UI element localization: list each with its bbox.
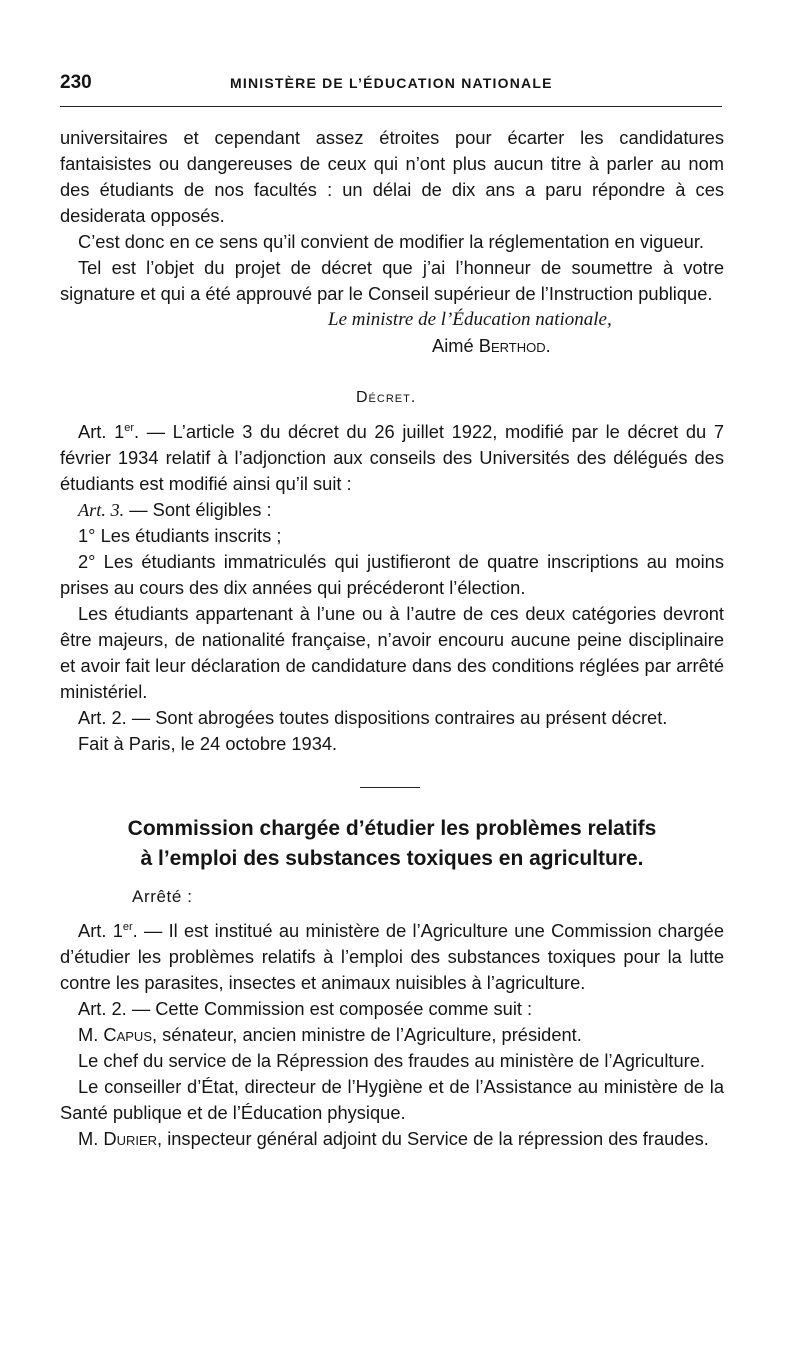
running-title: MINISTÈRE DE L’ÉDUCATION NATIONALE bbox=[230, 75, 553, 91]
section-title-line-2: à l’emploi des substances toxiques en agriculture. bbox=[140, 847, 644, 870]
decret-heading: Décret. bbox=[356, 389, 417, 406]
document-body bbox=[60, 125, 724, 1152]
article-3-label: Art. 3. bbox=[78, 500, 125, 520]
signature-title: Le ministre de l’Éducation nationale, bbox=[328, 309, 612, 330]
paragraph: Les étudiants appartenant à l’une ou à l’autre de ces deux catégories devront être majeurs, de nationalité française, n’avoir encouru aucune peine disciplinaire et avoir fait leur déclaration de candidature dans des conditions réglées par arrêté ministériel. bbox=[60, 603, 724, 702]
member-durier-text: , inspecteur général adjoint du Service de la répression des fraudes. bbox=[157, 1128, 709, 1149]
article-1-lead: Art. 1 bbox=[78, 421, 125, 442]
list-item-2 bbox=[60, 549, 724, 601]
list-item-1-number: 1° bbox=[78, 525, 96, 546]
commission-article-2: Art. 2. — Cette Commission est composée comme suit : bbox=[78, 998, 533, 1019]
member-conseiller: Le conseiller d’État, directeur de l’Hygiène et de l’Assistance au ministère de la Santé publique et de l’Éducation physique. bbox=[60, 1076, 724, 1123]
page-number: 230 bbox=[60, 72, 92, 93]
paragraph: universitaires et cependant assez étroites pour écarter les candidatures fantaisistes ou dangereuses de ceux qui n’ont plus aucun titre à parler au nom des étudiants de nos facultés : un délai de dix ans a paru répondre à ces desiderata opposés. bbox=[60, 127, 724, 226]
section-divider bbox=[360, 787, 420, 788]
commission-article-1-sup: er bbox=[122, 920, 133, 933]
list-item-1-text: Les étudiants inscrits ; bbox=[95, 525, 282, 546]
header-rule bbox=[60, 106, 722, 107]
paragraph: C’est donc en ce sens qu’il convient de modifier la réglementation en vigueur. bbox=[78, 231, 704, 252]
list-item-2-text: Les étudiants immatriculés qui justifieront de quatre inscriptions au moins prises au cours des dix années qui précéderont l’élection. bbox=[60, 551, 724, 598]
signature-date: Fait à Paris, le 24 octobre 1934. bbox=[78, 733, 338, 754]
article-1-sup: er bbox=[124, 421, 135, 434]
member-capus-text: , sénateur, ancien ministre de l’Agriculture, président. bbox=[152, 1024, 582, 1045]
commission-article-1 bbox=[60, 918, 724, 996]
commission-article-1-text: . — Il est institué au ministère de l’Agriculture une Commission chargée d’étudier les problèmes relatifs à l’emploi des substances toxiques pour la lutte contre les parasites, insectes et animaux nuisibles à l’agriculture. bbox=[60, 920, 724, 993]
signature-last-name: Berthod. bbox=[478, 335, 551, 356]
article-3 bbox=[60, 497, 724, 523]
member-capus-name: Capus bbox=[103, 1024, 152, 1045]
member-durier-name: Durier bbox=[103, 1128, 158, 1149]
arrete-heading: Arrêté : bbox=[132, 887, 193, 906]
list-item-2-number: 2° bbox=[78, 551, 96, 572]
section-title bbox=[60, 814, 724, 874]
paragraph: Tel est l’objet du projet de décret que j’ai l’honneur de soumettre à votre signature et qui a été approuvé par le Conseil supérieur de l’Instruction publique. bbox=[60, 257, 724, 304]
article-2: Art. 2. — Sont abrogées toutes dispositions contraires au présent décret. bbox=[78, 707, 668, 728]
signature-name bbox=[60, 333, 724, 359]
member-chef: Le chef du service de la Répression des fraudes au ministère de l’Agriculture. bbox=[78, 1050, 705, 1071]
article-1-text: . — L’article 3 du décret du 26 juillet 1922, modifié par le décret du 7 février 1934 relatif à l’adjonction aux conseils des Universités des délégués des étudiants est modifié ainsi qu’il suit : bbox=[60, 421, 725, 494]
member-durier bbox=[60, 1126, 724, 1152]
article-3-text: — Sont éligibles : bbox=[124, 499, 272, 520]
page-header bbox=[60, 72, 722, 96]
member-durier-prefix: M. bbox=[78, 1128, 104, 1149]
signature-first-name: Aimé bbox=[432, 335, 474, 356]
list-item-1 bbox=[60, 523, 724, 549]
article-1 bbox=[60, 419, 724, 497]
section-title-line-1: Commission chargée d’étudier les problèmes relatifs bbox=[127, 817, 657, 840]
commission-article-1-lead: Art. 1 bbox=[78, 920, 123, 941]
member-capus-prefix: M. bbox=[78, 1024, 104, 1045]
member-capus bbox=[60, 1022, 724, 1048]
